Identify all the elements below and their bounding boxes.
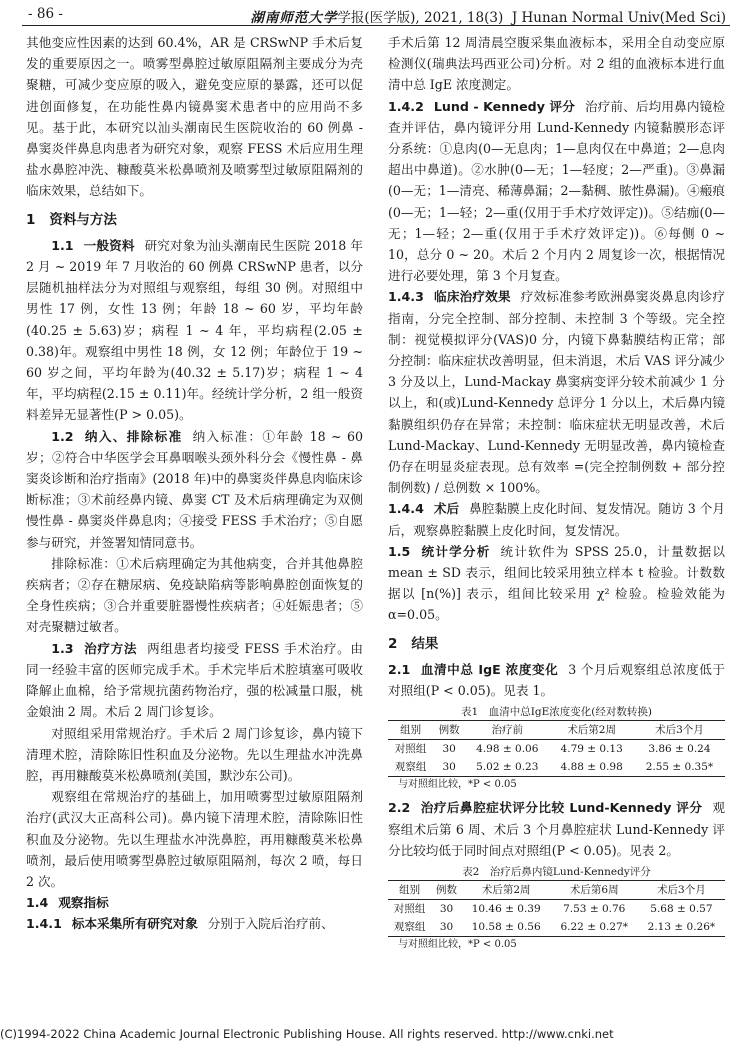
table-cell: 4.79 ± 0.13	[560, 743, 623, 756]
subsection-title: 纳入、排除标准	[83, 428, 183, 444]
table-header-cell: 例数	[436, 883, 458, 896]
table-header-row	[388, 880, 725, 899]
section-heading-1	[26, 210, 363, 231]
paragraph-1-4-3	[388, 286, 725, 498]
subsection-number: 2.1	[388, 661, 411, 677]
paragraph-text: 统计软件为 SPSS 25.0，计量数据以 mean ± SD 表示，组间比较采用独立样本 t 检验。计数数据以 [n(%)] 表示，组间比较采用 χ² 检验。检验效能为 α=0.05。	[388, 543, 725, 623]
table-cell: 2.13 ± 0.26*	[647, 920, 716, 933]
subsection-number: 1.4.4	[388, 501, 424, 517]
page-number: - 86 -	[28, 6, 63, 22]
paragraph-1-4-4	[388, 498, 725, 540]
subsection-title: 治疗后鼻腔症状评分比较 Lund-Kennedy 评分	[420, 800, 703, 816]
section-number: 1	[26, 211, 36, 228]
table1	[388, 720, 725, 777]
subsection-number: 1.2	[51, 428, 74, 444]
paragraph-1-4-2	[388, 96, 725, 287]
paragraph-1-3	[26, 638, 363, 723]
paragraph-text: 观察组术后第 6 周、术后 3 个月鼻腔症状 Lund-Kennedy 评分比较均低于同时间点对照组(P < 0.05)。见表 2。	[388, 800, 725, 858]
table-cell: 10.46 ± 0.39	[471, 902, 541, 915]
subsection-number: 1.5	[388, 543, 411, 559]
table-header-cell: 组别	[400, 724, 422, 737]
table-cell: 5.68 ± 0.57	[650, 902, 713, 915]
table-header-cell: 组别	[399, 883, 421, 896]
table-cell: 对照组	[394, 743, 427, 756]
subsection-number: 1.3	[51, 640, 74, 656]
subsection-title: 临床治疗效果	[433, 289, 511, 305]
table-row	[388, 758, 725, 777]
subsection-title: 观察指标	[58, 895, 109, 911]
table-header-cell: 例数	[438, 724, 460, 737]
subsection-number: 1.4.3	[388, 289, 424, 305]
paragraph-text: 纳入标准：①年龄 18 ~ 60 岁；②符合中华医学会耳鼻咽喉头颈外科分会《慢性鼻 - 鼻窦炎诊断和治疗指南》(2018 年)中的鼻窦炎伴鼻息肉临床诊断标准；③术前经鼻内镜、鼻窦 CT 及术后病理确定为双侧慢性鼻 - 鼻窦炎伴鼻息肉；④接受 FESS 手术治疗；⑤自愿参与研究，并签署知情同意书。	[26, 428, 363, 550]
subsection-number: 1.1	[51, 237, 74, 253]
paragraph-1-2	[26, 426, 363, 553]
subsection-title: 术后	[433, 501, 460, 517]
table1-note: 与对照组比较，*P < 0.05	[398, 779, 517, 791]
header-rule	[22, 25, 730, 26]
table-cell: 30	[442, 761, 456, 774]
right-column	[388, 32, 725, 957]
table-row	[388, 740, 725, 759]
continued-paragraph: 手术后第 12 周清晨空腹采集血液标本，采用全自动变应原检测仪(瑞典法玛西亚公司)分析。对 2 组的血液标本进行血清中总 IgE 浓度测定。	[388, 35, 725, 93]
table-cell: 30	[442, 743, 456, 756]
table-cell: 6.22 ± 0.27*	[560, 920, 628, 933]
journal-name-en: J Hunan Normal Univ(Med Sci)	[511, 10, 726, 26]
table-cell: 4.98 ± 0.06	[476, 743, 539, 756]
subsection-title: Lund - Kennedy 评分	[433, 98, 575, 114]
table-header-cell: 术后3个月	[657, 883, 706, 896]
table-cell: 对照组	[393, 902, 426, 915]
journal-name-cn: 湖南师范大学	[250, 10, 338, 26]
subsection-title: 一般资料	[83, 237, 135, 253]
paragraph-text: 研究对象为汕头潮南民生医院 2018 年 2 月 ~ 2019 年 7 月收治的 60 例鼻 CRSwNP 患者，以分层随机抽样法分为对照组与观察组，每组 30 例。对照组中男性 17 例，女性 13 例；年龄 18 ~ 60 岁，平均年龄(40.25 ± 5.63)岁；病程 1 ~ 4 年，平均病程(2.05 ± 0.38)年。观察组中男性 18 例，女 12 例；年龄位于 19 ~ 60 岁之间，平均年龄为(40.32 ± 5.17)岁；病程 1 ~ 4 年，平均病程(2.15 ± 0.11)年。经统计学分析，2 组一般资料差异无显著性(P > 0.05)。	[26, 237, 363, 423]
paragraph-text: 治疗前、后均用鼻内镜检查并评估，鼻内镜评分用 Lund-Kennedy 内镜黏膜形态评分系统：①息肉(0—无息肉；1—息肉仅在中鼻道；2—息肉超出中鼻道)。②水肿(0—无；1—轻度；2—严重)。③鼻漏(0—无；1—清亮、稀薄鼻漏；2—黏稠、脓性鼻漏)。④瘢痕(0—无；1—轻；2—重(仅用于手术疗效评定))。⑤结痂(0—无；1—轻；2—重(仅用于手术疗效评定))。⑥每侧 0 ~ 10，总分 0 ~ 20。术后 2 个月内 2 周复诊一次，根据情况进行必要处理，第 3 个月复查。	[388, 98, 725, 284]
running-header	[22, 4, 730, 26]
subsection-title: 血清中总 IgE 浓度变化	[420, 661, 559, 677]
table-header-cell: 治疗前	[491, 724, 524, 737]
table-cell: 7.53 ± 0.76	[563, 902, 626, 915]
observation-group-paragraph: 观察组在常规治疗的基础上，加用喷雾型过敏原阻隔剂治疗(武汉大正高科公司)。鼻内镜下清理术腔，清除陈旧性积血及分泌物。先以生理盐水冲洗鼻腔，再用糠酸莫米松鼻喷剂，最后使用喷雾型鼻腔过敏原阻隔剂，每次 2 喷，每日 2 次。	[26, 789, 363, 889]
paragraph-1-4-1	[26, 913, 363, 934]
table-cell: 5.02 ± 0.23	[476, 761, 539, 774]
subsection-number: 2.2	[388, 800, 411, 816]
left-column	[26, 32, 363, 935]
table-cell: 30	[439, 920, 454, 933]
table-header-cell: 术后3个月	[655, 724, 704, 737]
subsection-number: 1.4	[26, 895, 49, 911]
paragraph-text: 分别于入院后治疗前、	[207, 916, 334, 932]
table2	[388, 880, 725, 937]
table-cell: 30	[439, 902, 454, 915]
section-number: 2	[388, 635, 398, 652]
table-cell: 2.55 ± 0.35*	[645, 761, 714, 774]
paragraph-1-1	[26, 235, 363, 426]
section-heading-2	[388, 634, 725, 655]
table-header-row	[388, 721, 725, 740]
journal-issue: 学报(医学版), 2021, 18(3)	[337, 10, 504, 26]
table-cell: 3.86 ± 0.24	[648, 743, 711, 756]
journal-title	[250, 6, 726, 26]
table-cell: 10.58 ± 0.56	[471, 920, 541, 933]
table-header-cell: 术后第2周	[481, 883, 531, 896]
table-cell: 4.88 ± 0.98	[560, 761, 623, 774]
table2-caption: 表2 治疗后鼻内镜Lund-Kennedy评分	[462, 865, 651, 878]
paragraph-1-5	[388, 541, 725, 626]
table-row	[388, 918, 725, 937]
table1-caption: 表1 血清中总IgE浓度变化(经对数转换)	[461, 706, 652, 719]
paragraph-text: 鼻腔黏膜上皮化时间、复发情况。随访 3 个月后，观察鼻腔黏膜上皮化时间，复发情况。	[388, 501, 725, 538]
subsection-number: 1.4.1	[26, 916, 62, 932]
paragraph-text: 3 个月后观察组总浓度低于对照组(P < 0.05)。见表 1。	[388, 661, 725, 699]
table-cell: 观察组	[394, 761, 427, 774]
control-group-paragraph: 对照组采用常规治疗。手术后 2 周门诊复诊，鼻内镜下清理术腔，清除陈旧性积血及分泌物。先以生理盐水冲洗鼻腔，再用糠酸莫米松鼻喷剂(美国，默沙东公司)。	[26, 725, 363, 783]
subsection-title: 标本采集所有研究对象	[71, 916, 198, 932]
table2-note: 与对照组比较，*P < 0.05	[398, 938, 517, 950]
table-header-cell: 术后第2周	[567, 724, 616, 737]
section-title: 结果	[411, 635, 439, 652]
table-row	[388, 899, 725, 918]
paragraph-2-1	[388, 659, 725, 701]
intro-paragraph: 其他变应性因素的达到 60.4%，AR 是 CRSwNP 手术后复发的重要原因之一。喷雾型鼻腔过敏原阻隔剂主要成分为壳聚糖，可减少变应原的吸入，避免变应原的暴露，还可以促进创面修复，在功能性鼻内镜鼻窦术患者中的应用尚不多见。基于此，本研究以汕头潮南民生医院收治的 60 例鼻 - 鼻窦炎伴鼻息肉患者为研究对象，观察 FESS 术后应用生理盐水鼻腔冲洗、糠酸莫米松鼻喷剂及喷雾型过敏原阻隔剂的临床效果，总结如下。	[26, 35, 363, 199]
section-title: 资料与方法	[49, 211, 117, 228]
paragraph-text: 疗效标准参考欧洲鼻窦炎鼻息肉诊疗指南，分完全控制、部分控制、未控制 3 个等级。完全控制：视觉模拟评分(VAS)0 分，内镜下鼻黏膜结构正常；部分控制：临床症状改善明显，但未消退，术后 VAS 评分减少 3 分及以上，Lund-Mackay 鼻窦病变评分较术前减少 1 分以上，和(或)Lund-Kennedy 总评分 1 分以上，术后鼻内镜黏膜组织仍存在异常；未控制：临床症状无明显改善，术后 Lund-Mackay、Lund-Kennedy 无明显改善，鼻内镜检查仍存在明显炎症表现。总有效率 =(完全控制例数 + 部分控制例数) / 总例数 × 100%。	[388, 289, 726, 496]
paragraph-2-2	[388, 797, 725, 861]
table-header-cell: 术后第6周	[569, 883, 619, 896]
copyright-footer: (C)1994-2022 China Academic Journal Electronic Publishing House. All rights reserved. http://www.cnki.net	[0, 1027, 614, 1041]
subsection-title: 统计学分析	[420, 543, 491, 559]
paragraph-text: 两组患者均接受 FESS 手术治疗。由同一经验丰富的医师完成手术。手术完毕后术腔填塞可吸收降解止血棉，给予常规抗菌药物治疗，强的松减量口服，桃金娘油 2 周。术后 2 周门诊复诊。	[26, 640, 363, 720]
exclusion-paragraph: 排除标准：①术后病理确定为其他病变，合并其他鼻腔疾病者；②存在糖尿病、免疫缺陷病等影响鼻腔创面恢复的全身性疾病；③合并重要脏器慢性疾病者；④妊娠患者；⑤对壳聚糖过敏者。	[26, 555, 363, 635]
heading-1-4	[26, 892, 363, 913]
table-cell: 观察组	[393, 920, 426, 933]
subsection-title: 治疗方法	[83, 640, 138, 656]
subsection-number: 1.4.2	[388, 98, 424, 114]
